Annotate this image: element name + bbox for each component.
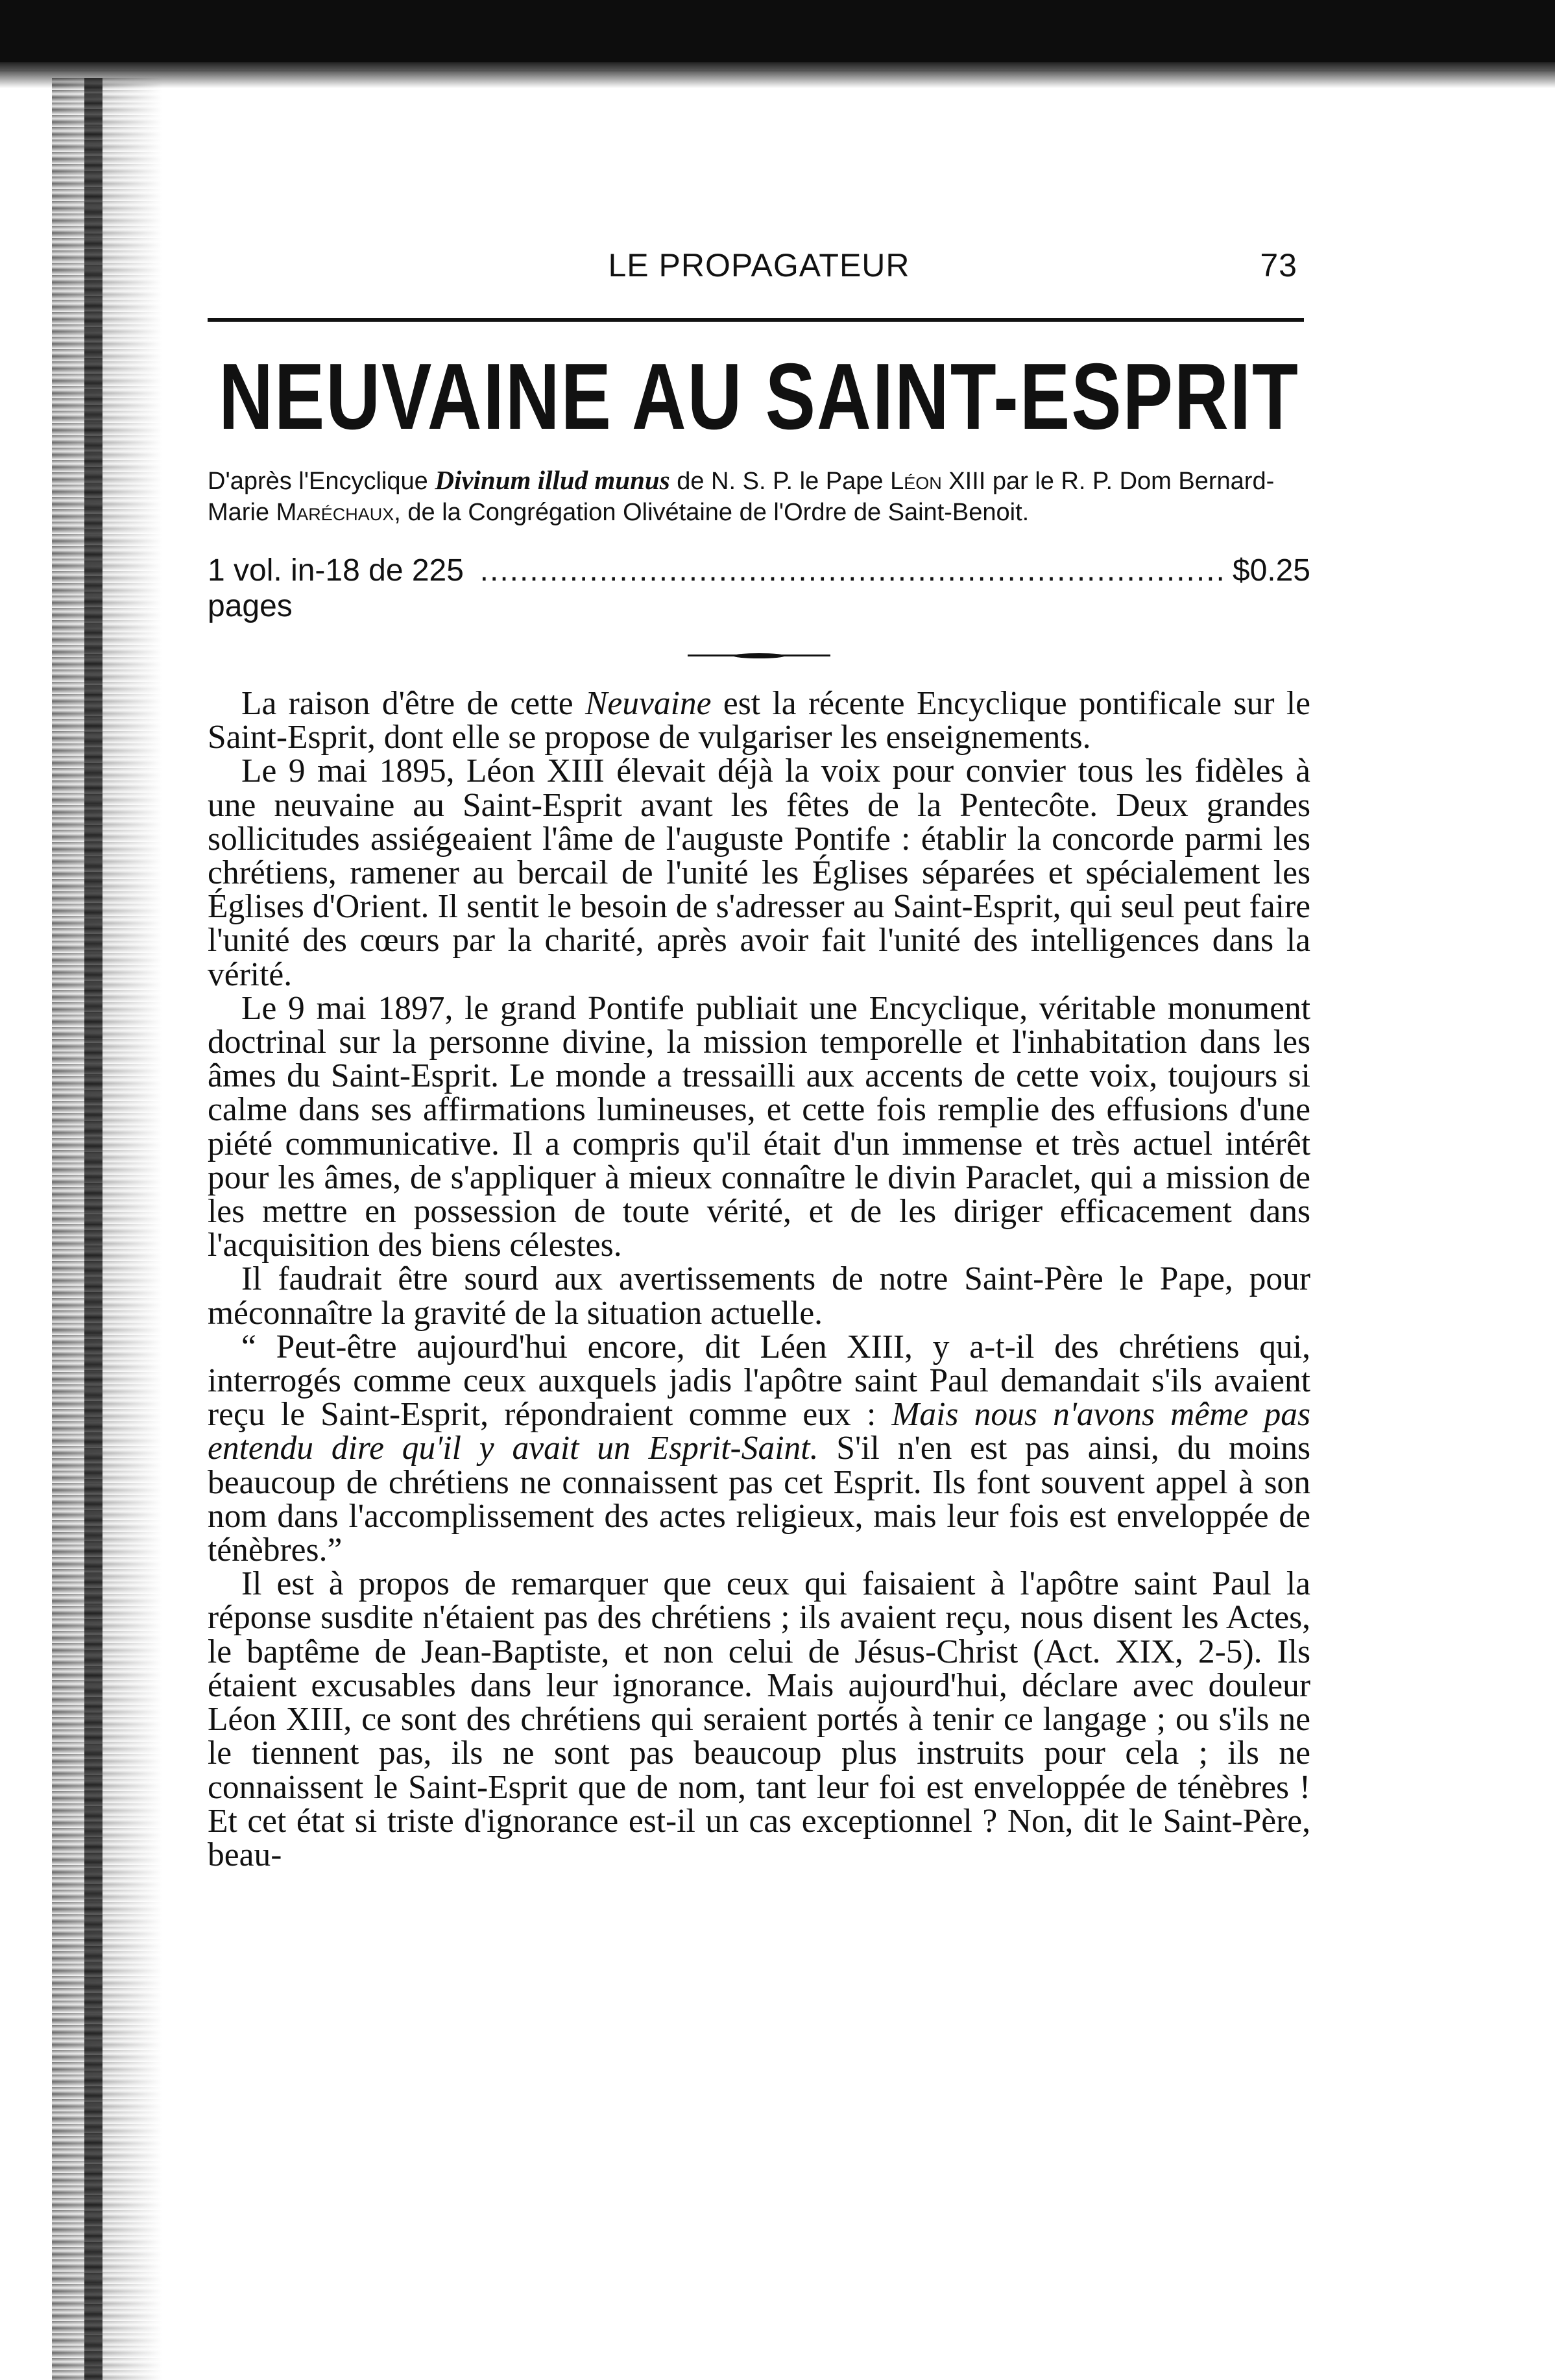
- author-surname: Maréchaux: [276, 499, 394, 526]
- scan-top-border: [0, 0, 1555, 71]
- article-title: NEUVAINE AU SAINT-ESPRIT: [219, 343, 1299, 450]
- paragraph: Le 9 mai 1897, le grand Pontife publiait une Encyclique, véritable monument doctrinal sur la personne divine, la mission temporelle et l'inhabitation dans les âmes du Saint-Esprit. Le monde a tressailli aux accents de cette voix, toujours si calme dans ses affirmations lumineuses, et cette fois remplie des effusions d'une piété communicative. Il a compris qu'il était d'un immense et très actuel intérêt pour les âmes, de s'appliquer à mieux connaître le divin Paraclet, qui a mission de les mettre en possession de toute vérité, et de les diriger efficacement dans l'acquisition des biens célestes.: [208, 989, 1310, 1264]
- pope-name: Léon: [890, 468, 942, 495]
- header-rule: [208, 318, 1304, 322]
- book-listing: [208, 553, 1310, 624]
- leader-dots: ...........................................................................: [479, 553, 1226, 588]
- book-description: 1 vol. in-18 de 225 pages: [208, 553, 464, 623]
- paragraph-text: est la récente Encyclique pontificale sur le Saint-Esprit, dont elle se propose de vulgariser les enseignements.: [208, 685, 1310, 756]
- emphasis-text: Mais nous n'avons même pas entendu dire qu'il y avait un Esprit-Saint.: [208, 1396, 1310, 1467]
- page-number: 73: [1260, 247, 1297, 283]
- page-content: [208, 246, 1310, 1872]
- encyclical-title: Divinum illud munus: [435, 465, 670, 495]
- running-head: [208, 246, 1310, 292]
- byline-text: de N. S. P. le Pape: [669, 468, 891, 495]
- emphasis-text: Neuvaine: [585, 685, 712, 722]
- paragraph: Il est à propos de remarquer que ceux qui faisaient à l'apôtre saint Paul la réponse susdite n'étaient pas des chrétiens ; ils avaient reçu, nous disent les Actes, le baptême de Jean-Baptiste, et non celui de Jésus-Christ (Act. XIX, 2-5). Ils étaient excusables dans leur ignorance. Mais aujourd'hui, déclare avec douleur Léon XIII, ce sont des chrétiens qui seraient portés à tenir ce langage ; ou s'ils ne le tiennent pas, ils ne sont pas beaucoup plus instruits pour cela ; ils ne connaissent le Saint-Esprit que de nom, tant leur foi est enveloppée de ténèbres ! Et cet état si triste d'ignorance est-il un cas exceptionnel ? Non, dit le Saint-Père, beau-: [208, 1565, 1310, 1873]
- section-ornament: [688, 653, 830, 657]
- byline-text: , de la Congrégation Olivétaine de l'Ordre de Saint-Benoit.: [394, 499, 1030, 526]
- paragraph-text: S'il n'en est pas ainsi, du moins beaucoup de chrétiens ne connaissent pas cet Esprit. Ils font souvent appel à son nom dans l'accomplissement des actes religieux, mais leur fois est enveloppée de ténèbres.”: [208, 1430, 1310, 1569]
- paragraph: [208, 687, 1310, 754]
- article-body: [208, 687, 1310, 1872]
- paragraph: Le 9 mai 1895, Léon XIII élevait déjà la voix pour convier tous les fidèles à une neuvaine au Saint-Esprit avant les fêtes de la Pentecôte. Deux grandes sollicitudes assiégeaient l'âme de l'auguste Pontife : établir la concorde parmi les chrétiens, ramener au bercail de l'unité les Églises séparées et spécialement les Églises d'Orient. Il sentit le besoin de s'adresser au Saint-Esprit, qui seul peut faire l'unité des cœurs par la charité, après avoir fait l'unité des intelligences dans la vérité.: [208, 752, 1310, 993]
- paragraph: Il faudrait être sourd aux avertissements de notre Saint-Père le Pape, pour méconnaître la gravité de la situation actuelle.: [208, 1260, 1310, 1332]
- book-spine-shadow: [52, 78, 162, 2380]
- byline-text: XIII par le R. P. Dom Bernard-Marie: [208, 468, 1275, 526]
- book-spine-edge: [84, 78, 102, 2380]
- paragraph-text: La raison d'être de cette: [241, 685, 585, 722]
- running-title: LE PROPAGATEUR: [608, 247, 910, 283]
- byline: [208, 464, 1310, 528]
- scan-top-shadow: [0, 62, 1555, 88]
- paragraph: [208, 1330, 1310, 1567]
- byline-text: D'après l'Encyclique: [208, 468, 435, 495]
- book-price: $0.25: [1232, 553, 1310, 588]
- paragraph-text: “ Peut-être aujourd'hui encore, dit Léen XIII, y a-t-il des chrétiens qui, interrogés comme ceux auxquels jadis l'apôtre saint Paul demandait s'ils avaient reçu le Saint-Esprit, répondraient comme eux :: [208, 1328, 1310, 1434]
